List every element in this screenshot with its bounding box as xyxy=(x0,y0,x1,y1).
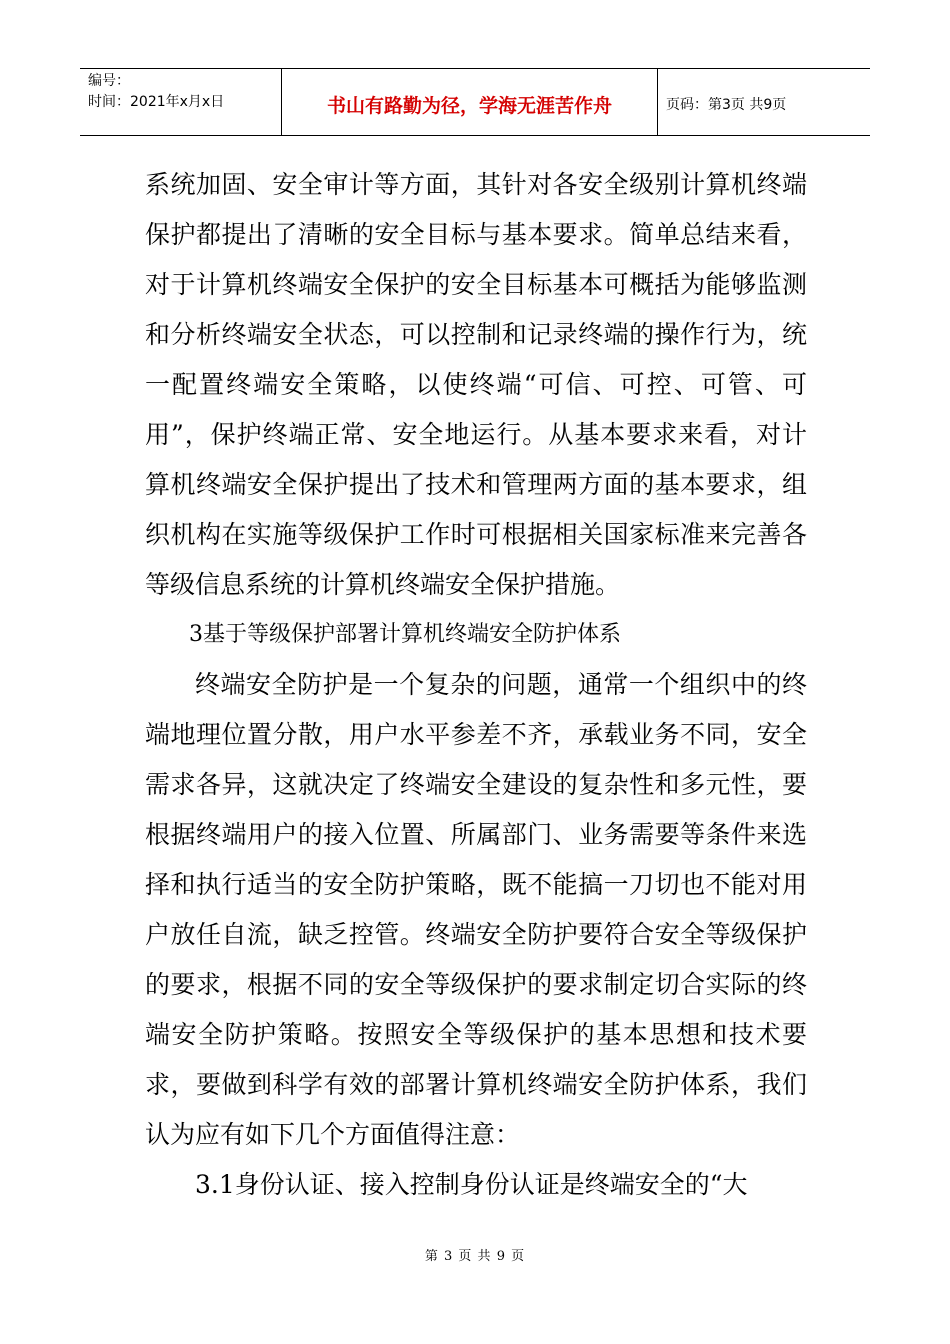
header-page-info: 页码：第3页 共9页 xyxy=(666,97,787,113)
paragraph-continued: 系统加固、安全审计等方面，其针对各安全级别计算机终端保护都提出了清晰的安全目标与基本要求。简单总结来看，对于计算机终端安全保护的安全目标基本可概括为能够监测和分析终端安全状态，可以控制和记录终端的操作行为，统一配置终端安全策略，以使终端“可信、可控、可管、可用”，保护终端正常、安全地运行。从基本要求来看，对计算机终端安全保护提出了技术和管理两方面的基本要求，组织机构在实施等级保护工作时可根据相关国家标准来完善各等级信息系统的计算机终端安全保护措施。 xyxy=(145,170,807,599)
header-meta-cell xyxy=(80,69,282,135)
paragraph-section-3: 终端安全防护是一个复杂的问题，通常一个组织中的终端地理位置分散，用户水平参差不齐，承载业务不同，安全需求各异，这就决定了终端安全建设的复杂性和多元性，要根据终端用户的接入位置、所属部门、业务需要等条件来选择和执行适当的安全防护策略，既不能搞一刀切也不能对用户放任自流，缺乏控管。终端安全防护要符合安全等级保护的要求，根据不同的安全等级保护的要求制定切合实际的终端安全防护策略。按照安全等级保护的基本思想和技术要求，要做到科学有效的部署计算机终端安全防护体系，我们认为应有如下几个方面值得注意： xyxy=(145,670,807,1149)
document-number-label: 编号： xyxy=(88,73,130,89)
page-footer: 第 3 页 共 9 页 xyxy=(424,1249,526,1264)
document-body xyxy=(145,160,807,1210)
header-motto: 书山有路勤为径，学海无涯苦作舟 xyxy=(282,69,658,135)
page-header xyxy=(80,68,870,136)
section-heading-3: 3基于等级保护部署计算机终端安全防护体系 xyxy=(189,622,621,647)
paragraph-section-3-1: 3.1身份认证、接入控制身份认证是终端安全的“大 xyxy=(195,1170,748,1199)
document-time-label: 时间：2021年x月x日 xyxy=(88,94,225,110)
